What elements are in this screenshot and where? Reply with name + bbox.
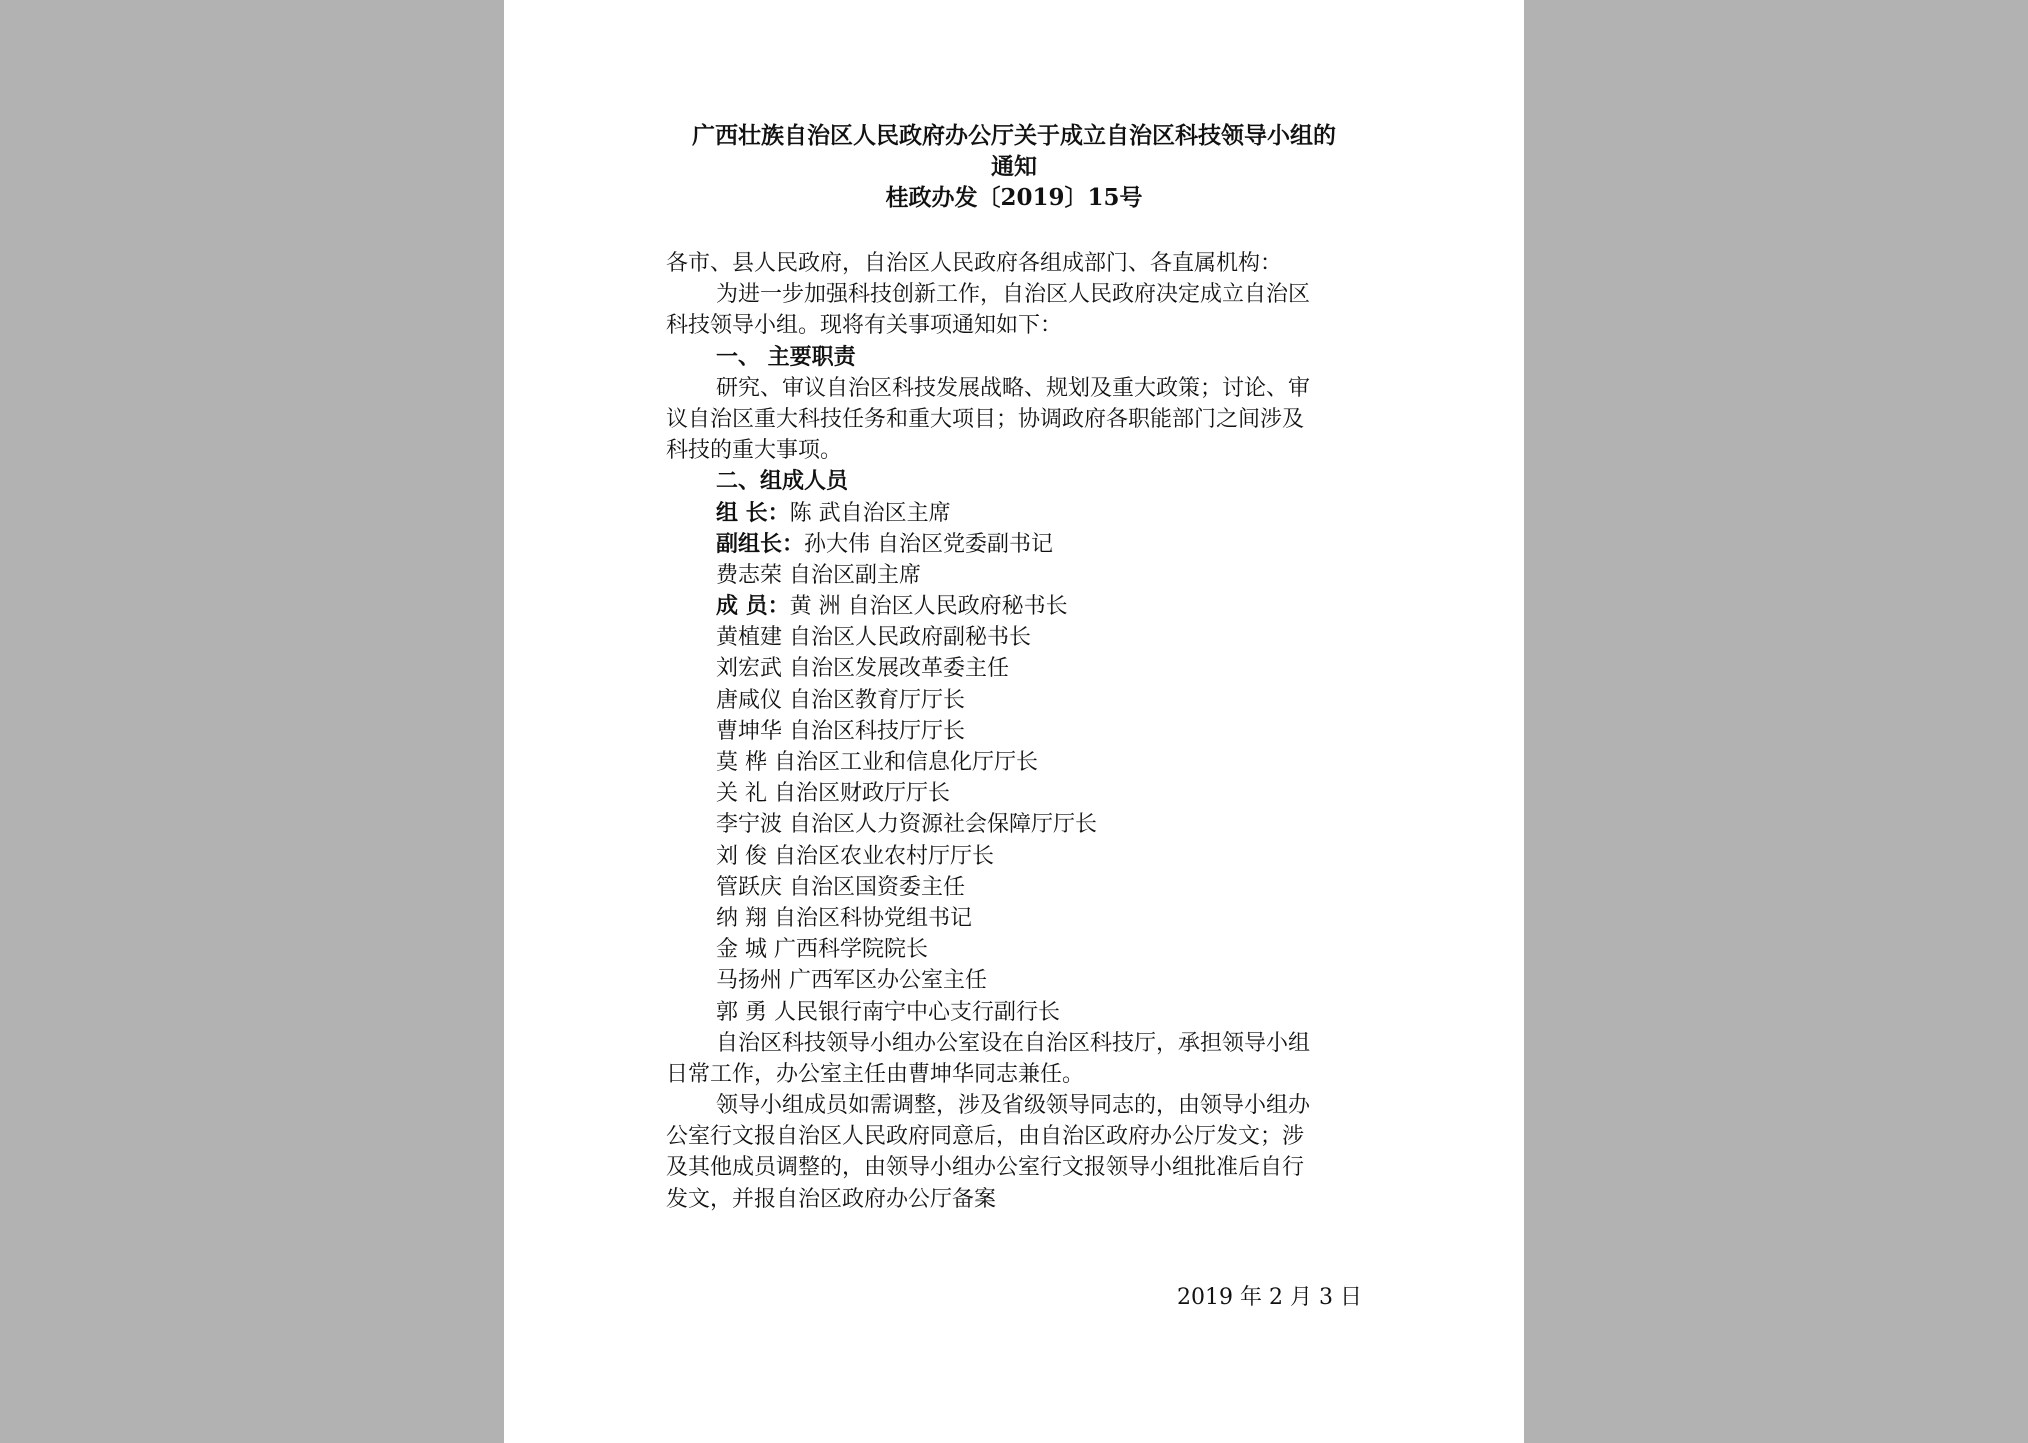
document-title-line-1: 广西壮族自治区人民政府办公厅关于成立自治区科技领导小组的 (692, 122, 1336, 149)
document-date: 2019 年 2 月 3 日 (1177, 1285, 1362, 1310)
member-item (666, 809, 1366, 840)
member-item (666, 997, 1366, 1028)
member-text: 莫 桦 自治区工业和信息化厅厅长 (716, 750, 1038, 775)
member-role: 副组长： (716, 530, 805, 557)
adjust-line-4: 发文，并报自治区政府办公厅备案 (666, 1186, 997, 1212)
adjust-line-2: 公室行文报自治区人民政府同意后，由自治区政府办公厅发文；涉 (666, 1124, 1305, 1150)
member-item (666, 560, 1366, 591)
document-title-line-2: 通知 (991, 153, 1037, 180)
member-item (666, 716, 1366, 747)
member-text: 金 城 广西科学院院长 (716, 937, 928, 963)
document-title-block (504, 120, 1524, 213)
member-text: 李宁波 自治区人力资源社会保障厅厅长 (716, 812, 1097, 838)
document-page (504, 0, 1524, 1443)
member-item (666, 841, 1366, 872)
office-line-1: 自治区科技领导小组办公室设在自治区科技厅，承担领导小组 (716, 1030, 1311, 1056)
member-item (666, 778, 1366, 809)
member-item (666, 529, 1366, 560)
member-text: 郭 勇 人民银行南宁中心支行副行长 (716, 999, 1060, 1025)
member-role: 成 员： (716, 593, 790, 620)
member-item (666, 653, 1366, 684)
member-text: 唐咸仪 自治区教育厅厅长 (716, 687, 965, 713)
salutation: 各市、县人民政府，自治区人民政府各组成部门、各直属机构： (666, 251, 1283, 276)
document-number: 桂政办发〔2019〕15号 (885, 184, 1143, 211)
member-item (666, 903, 1366, 934)
member-item (666, 747, 1366, 778)
intro-line-2: 科技领导小组。现将有关事项通知如下： (666, 313, 1063, 339)
adjust-line-3: 及其他成员调整的，由领导小组办公室行文报领导小组批准后自行 (666, 1155, 1305, 1181)
member-item (666, 591, 1366, 622)
member-text: 关 礼 自治区财政厅厅长 (716, 781, 950, 807)
section-heading-members: 二、组成人员 (716, 468, 849, 495)
member-role: 组 长： (716, 499, 790, 526)
office-line-2: 日常工作，办公室主任由曹坤华同志兼任。 (666, 1061, 1085, 1087)
member-text: 纳 翔 自治区科协党组书记 (716, 905, 972, 931)
member-text: 管跃庆 自治区国资委主任 (716, 874, 965, 900)
member-text: 刘宏武 自治区发展改革委主任 (716, 656, 1009, 682)
member-text: 孙大伟 自治区党委副书记 (804, 531, 1054, 557)
adjust-line-1: 领导小组成员如需调整，涉及省级领导同志的，由领导小组办 (716, 1093, 1311, 1119)
duties-line-1: 研究、审议自治区科技发展战略、规划及重大政策；讨论、审 (716, 375, 1311, 401)
document-body (666, 248, 1366, 1215)
member-text: 黄植建 自治区人民政府副秘书长 (716, 625, 1031, 651)
duties-line-2: 议自治区重大科技任务和重大项目；协调政府各职能部门之间涉及 (666, 406, 1305, 432)
member-item (666, 965, 1366, 996)
member-text: 费志荣 自治区副主席 (716, 562, 921, 588)
members-list (666, 498, 1366, 1028)
member-text: 陈 武自治区主席 (789, 500, 951, 526)
member-item (666, 498, 1366, 529)
section-heading-duties: 一、 主要职责 (716, 343, 856, 370)
member-item (666, 622, 1366, 653)
intro-line-1: 为进一步加强科技创新工作，自治区人民政府决定成立自治区 (716, 282, 1311, 308)
member-text: 黄 洲 自治区人民政府秘书长 (789, 594, 1068, 620)
member-text: 刘 俊 自治区农业农村厅厅长 (716, 843, 994, 869)
member-item (666, 872, 1366, 903)
member-item (666, 685, 1366, 716)
member-item (666, 934, 1366, 965)
member-text: 曹坤华 自治区科技厅厅长 (716, 718, 965, 744)
member-text: 马扬州 广西军区办公室主任 (716, 968, 987, 994)
duties-line-3: 科技的重大事项。 (666, 438, 843, 464)
